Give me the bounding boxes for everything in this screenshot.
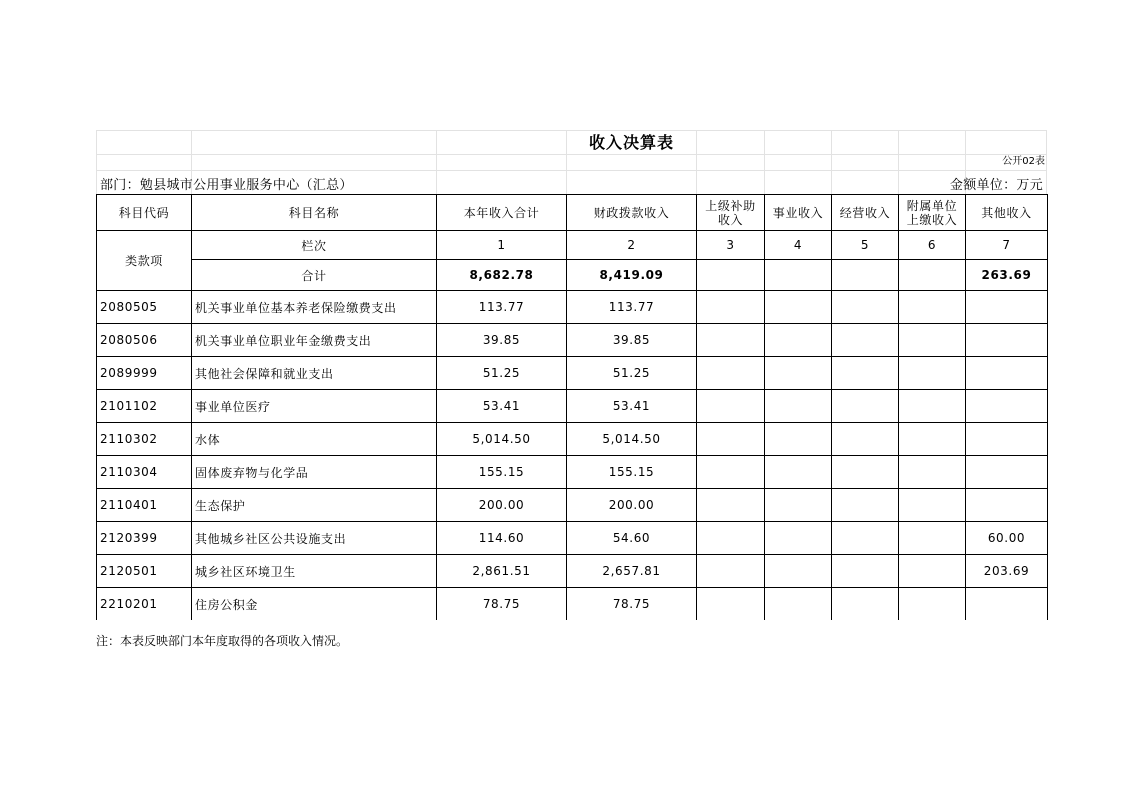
- row-code: 2120399: [97, 522, 192, 555]
- row-total-income: 39.85: [437, 324, 567, 357]
- total-operating-sum: [832, 260, 899, 291]
- row-code: 2120501: [97, 555, 192, 588]
- row-code: 2080506: [97, 324, 192, 357]
- row-other: [966, 423, 1048, 456]
- row-fiscal: 39.85: [567, 324, 697, 357]
- total-income-sum: 8,682.78: [437, 260, 567, 291]
- row-operating: [832, 324, 899, 357]
- row-affiliated: [899, 291, 966, 324]
- row-code: 2080505: [97, 291, 192, 324]
- table-row: [97, 423, 1048, 456]
- table-row: [97, 324, 1048, 357]
- table-row: [97, 522, 1048, 555]
- row-affiliated: [899, 357, 966, 390]
- column-number: 7: [966, 231, 1048, 260]
- row-subsidy: [697, 555, 765, 588]
- row-business: [765, 456, 832, 489]
- row-total-income: 200.00: [437, 489, 567, 522]
- row-total-income: 78.75: [437, 588, 567, 621]
- row-operating: [832, 357, 899, 390]
- row-business: [765, 291, 832, 324]
- category-label: 类款项: [97, 231, 192, 291]
- column-number: 2: [567, 231, 697, 260]
- row-affiliated: [899, 456, 966, 489]
- row-business: [765, 522, 832, 555]
- table-row: [97, 588, 1048, 621]
- row-affiliated: [899, 522, 966, 555]
- total-fiscal-sum: 8,419.09: [567, 260, 697, 291]
- row-subsidy: [697, 456, 765, 489]
- row-other: 60.00: [966, 522, 1048, 555]
- table-row: [97, 357, 1048, 390]
- row-total-income: 2,861.51: [437, 555, 567, 588]
- row-code: 2110304: [97, 456, 192, 489]
- table-row: [97, 489, 1048, 522]
- row-fiscal: 78.75: [567, 588, 697, 621]
- row-affiliated: [899, 423, 966, 456]
- column-index-label: 栏次: [192, 231, 437, 260]
- header-code: 科目代码: [97, 195, 192, 231]
- row-subsidy: [697, 390, 765, 423]
- column-number: 3: [697, 231, 765, 260]
- row-business: [765, 489, 832, 522]
- row-name: 事业单位医疗: [192, 390, 437, 423]
- row-affiliated: [899, 390, 966, 423]
- row-subsidy: [697, 489, 765, 522]
- row-subsidy: [697, 588, 765, 621]
- row-business: [765, 357, 832, 390]
- column-index-row: [97, 231, 1048, 260]
- row-fiscal: 113.77: [567, 291, 697, 324]
- row-name: 水体: [192, 423, 437, 456]
- row-affiliated: [899, 324, 966, 357]
- row-other: [966, 357, 1048, 390]
- table-row: [97, 555, 1048, 588]
- table-row: [97, 291, 1048, 324]
- row-code: 2089999: [97, 357, 192, 390]
- row-other: [966, 456, 1048, 489]
- row-other: [966, 588, 1048, 621]
- row-operating: [832, 555, 899, 588]
- row-affiliated: [899, 555, 966, 588]
- row-subsidy: [697, 324, 765, 357]
- row-total-income: 5,014.50: [437, 423, 567, 456]
- row-code: 2110401: [97, 489, 192, 522]
- header-affiliated: 附属单位上缴收入: [899, 195, 966, 231]
- header-operating: 经营收入: [832, 195, 899, 231]
- row-name: 其他社会保障和就业支出: [192, 357, 437, 390]
- table-row: [97, 390, 1048, 423]
- row-other: [966, 390, 1048, 423]
- row-affiliated: [899, 489, 966, 522]
- department-label: 部门：勉县城市公用事业服务中心（汇总）: [100, 178, 353, 193]
- row-other: 203.69: [966, 555, 1048, 588]
- header-business: 事业收入: [765, 195, 832, 231]
- row-name: 机关事业单位职业年金缴费支出: [192, 324, 437, 357]
- table-row: [97, 456, 1048, 489]
- row-affiliated: [899, 588, 966, 621]
- form-number: 公开02表: [1002, 156, 1045, 167]
- row-other: [966, 489, 1048, 522]
- row-business: [765, 588, 832, 621]
- row-subsidy: [697, 522, 765, 555]
- row-business: [765, 324, 832, 357]
- report-title: 收入决算表: [588, 133, 674, 152]
- total-affiliated-sum: [899, 260, 966, 291]
- header-subsidy: 上级补助收入: [697, 195, 765, 231]
- row-name: 机关事业单位基本养老保险缴费支出: [192, 291, 437, 324]
- total-row: [97, 260, 1048, 291]
- row-total-income: 113.77: [437, 291, 567, 324]
- footnote: 注：本表反映部门本年度取得的各项收入情况。: [96, 634, 349, 648]
- row-total-income: 114.60: [437, 522, 567, 555]
- row-total-income: 155.15: [437, 456, 567, 489]
- row-operating: [832, 291, 899, 324]
- column-number: 4: [765, 231, 832, 260]
- column-number: 6: [899, 231, 966, 260]
- row-total-income: 53.41: [437, 390, 567, 423]
- row-fiscal: 51.25: [567, 357, 697, 390]
- income-table: [96, 194, 1048, 620]
- data-rows: [97, 291, 1048, 621]
- row-fiscal: 54.60: [567, 522, 697, 555]
- row-name: 城乡社区环境卫生: [192, 555, 437, 588]
- row-business: [765, 555, 832, 588]
- row-name: 生态保护: [192, 489, 437, 522]
- header-total-income: 本年收入合计: [437, 195, 567, 231]
- row-subsidy: [697, 423, 765, 456]
- row-subsidy: [697, 291, 765, 324]
- total-subsidy-sum: [697, 260, 765, 291]
- row-other: [966, 324, 1048, 357]
- row-fiscal: 5,014.50: [567, 423, 697, 456]
- amount-unit-label: 金额单位：万元: [949, 178, 1043, 193]
- column-number: 5: [832, 231, 899, 260]
- total-label: 合计: [192, 260, 437, 291]
- row-operating: [832, 588, 899, 621]
- header-row: [97, 195, 1048, 231]
- row-fiscal: 200.00: [567, 489, 697, 522]
- row-code: 2101102: [97, 390, 192, 423]
- row-operating: [832, 522, 899, 555]
- row-name: 住房公积金: [192, 588, 437, 621]
- header-fiscal: 财政拨款收入: [567, 195, 697, 231]
- row-code: 2210201: [97, 588, 192, 621]
- row-name: 其他城乡社区公共设施支出: [192, 522, 437, 555]
- total-other-sum: 263.69: [966, 260, 1048, 291]
- column-number: 1: [437, 231, 567, 260]
- header-other: 其他收入: [966, 195, 1048, 231]
- row-operating: [832, 390, 899, 423]
- row-operating: [832, 489, 899, 522]
- row-operating: [832, 456, 899, 489]
- row-subsidy: [697, 357, 765, 390]
- row-code: 2110302: [97, 423, 192, 456]
- row-name: 固体废弃物与化学品: [192, 456, 437, 489]
- total-business-sum: [765, 260, 832, 291]
- row-operating: [832, 423, 899, 456]
- row-fiscal: 53.41: [567, 390, 697, 423]
- row-business: [765, 423, 832, 456]
- row-other: [966, 291, 1048, 324]
- row-business: [765, 390, 832, 423]
- row-total-income: 51.25: [437, 357, 567, 390]
- header-name: 科目名称: [192, 195, 437, 231]
- row-fiscal: 2,657.81: [567, 555, 697, 588]
- row-fiscal: 155.15: [567, 456, 697, 489]
